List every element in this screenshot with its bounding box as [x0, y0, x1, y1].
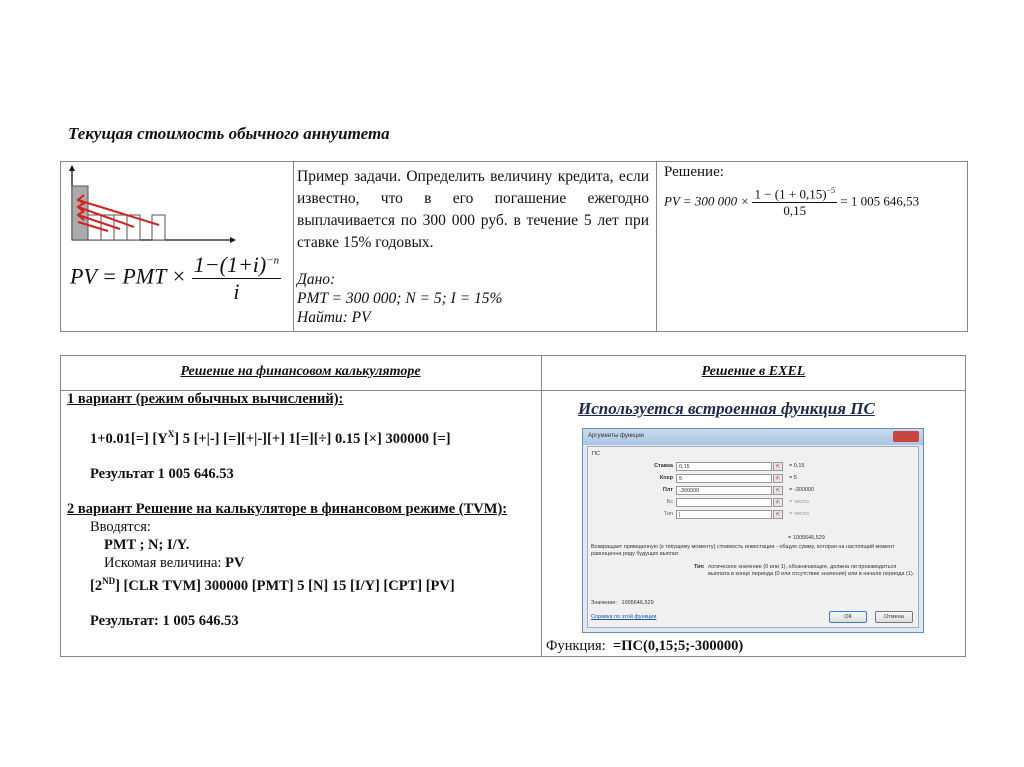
argument-row — [588, 461, 804, 471]
argument-result: = -300000 — [789, 487, 814, 493]
close-button[interactable] — [893, 431, 919, 442]
argument-input[interactable]: -300000 — [676, 486, 772, 495]
calculator-solution: 1 вариант (режим обычных вычислений): 1+0.01[=] $[Y^X]$ 5 [+|-] [=][+|-][+] 1[=][÷] 0.15 [×] 300000 [=] Результат 1 005 646.53 2 вариант Решение на калькуляторе в финансовом режиме (TVM): Вводятся: PMT ; N; I/Y. Искомая величина: PV [2ND] [CLR TVM] 300000 [PMT] 5 [N] 15 [I/Y] [CPT] [PV] Результат: 1 005 646.53 — [67, 390, 535, 630]
argument-input[interactable]: | — [676, 510, 772, 519]
solution-label: Решение: — [664, 164, 724, 180]
collapse-dialog-icon[interactable]: ⇱ — [773, 474, 783, 483]
function-arguments-dialog: Аргументы функции ПС Ставка 0,15 ⇱ = 0,15 Кпер 5 ⇱ = 5 Плт -300000 ⇱ = -300000 Бс ⇱ = число Тип | ⇱ = число = 1005646,529 Возвращает приведенную (к текущему моменту) стоимость инвестиции - общую сумму, которая на настоящий момент равноценна ряду будущих выплат. Тип логическое значение (0 или 1), обозначающее, должна ли производиться выплата в конце периода (0 или отсутствие значения) или в начале периода (1). Значение: 1005646,529 Справка по этой функции ОК Отмена — [582, 428, 924, 633]
argument-label: Бс — [666, 499, 673, 505]
pv-formula: PV = PMT × $\frac{1-(1+i)^{-n}}{i}$ — [70, 252, 280, 304]
annuity-diagram — [64, 165, 239, 245]
collapse-dialog-icon[interactable]: ⇱ — [773, 498, 783, 507]
argument-row — [588, 497, 809, 507]
cancel-button[interactable]: Отмена — [875, 611, 913, 623]
calc-header: Решение на финансовом калькуляторе — [180, 364, 421, 379]
argument-result: = 5 — [789, 475, 797, 481]
collapse-dialog-icon[interactable]: ⇱ — [773, 510, 783, 519]
page-title: Текущая стоимость обычного аннуитета — [68, 124, 390, 143]
v2-keys: [2ND] [CLR TVM] 300000 [PMT] 5 [N] 15 [I/Y] [CPT] [PV] — [90, 575, 455, 594]
excel-function: Функция: =ПС(0,15;5;-300000) — [546, 638, 744, 654]
collapse-dialog-icon[interactable]: ⇱ — [773, 486, 783, 495]
solution-formula: PV = 300 000 × $\frac{1 - (1 + 0,15)^{-5}}{0,15}$ = 1 005 646,53 — [664, 186, 920, 219]
excel-header: Решение в EXEL — [701, 364, 806, 379]
argument-input[interactable]: 0,15 — [676, 462, 772, 471]
argument-row — [588, 509, 809, 519]
argument-result: = число — [789, 499, 809, 505]
argument-label: Плт — [662, 487, 673, 493]
task-text: Пример задачи. Определить величину кредита, если известно, что в его погашение ежегодно выплачивается по 300 000 руб. в течение 5 лет при ставке 15% годовых. — [297, 168, 649, 251]
argument-label: Ставка — [654, 463, 673, 469]
argument-label: Кпер — [659, 475, 673, 481]
given-block: Дано: PMT = 300 000; N = 5; I = 15% Найти: PV — [297, 271, 503, 326]
payment-bar — [152, 215, 165, 240]
argument-row — [588, 485, 814, 495]
argument-label: Тип — [663, 511, 673, 517]
collapse-dialog-icon[interactable]: ⇱ — [773, 462, 783, 471]
argument-row — [588, 473, 797, 483]
help-link[interactable]: Справка по этой функции — [591, 614, 657, 620]
argument-input[interactable]: 5 — [676, 474, 772, 483]
argument-result: = число — [789, 511, 809, 517]
excel-subtitle: Используется встроенная функция ПС — [578, 399, 875, 418]
v1-keys: 1+0.01[=] $[Y^X]$ 5 [+|-] [=][+|-][+] 1[=][÷] 0.15 [×] 300000 [=] — [90, 429, 451, 447]
argument-result: = 0,15 — [789, 463, 805, 469]
argument-input[interactable] — [676, 498, 772, 507]
ok-button[interactable]: ОК — [829, 611, 867, 623]
dialog-title: Аргументы функции — [583, 429, 923, 445]
